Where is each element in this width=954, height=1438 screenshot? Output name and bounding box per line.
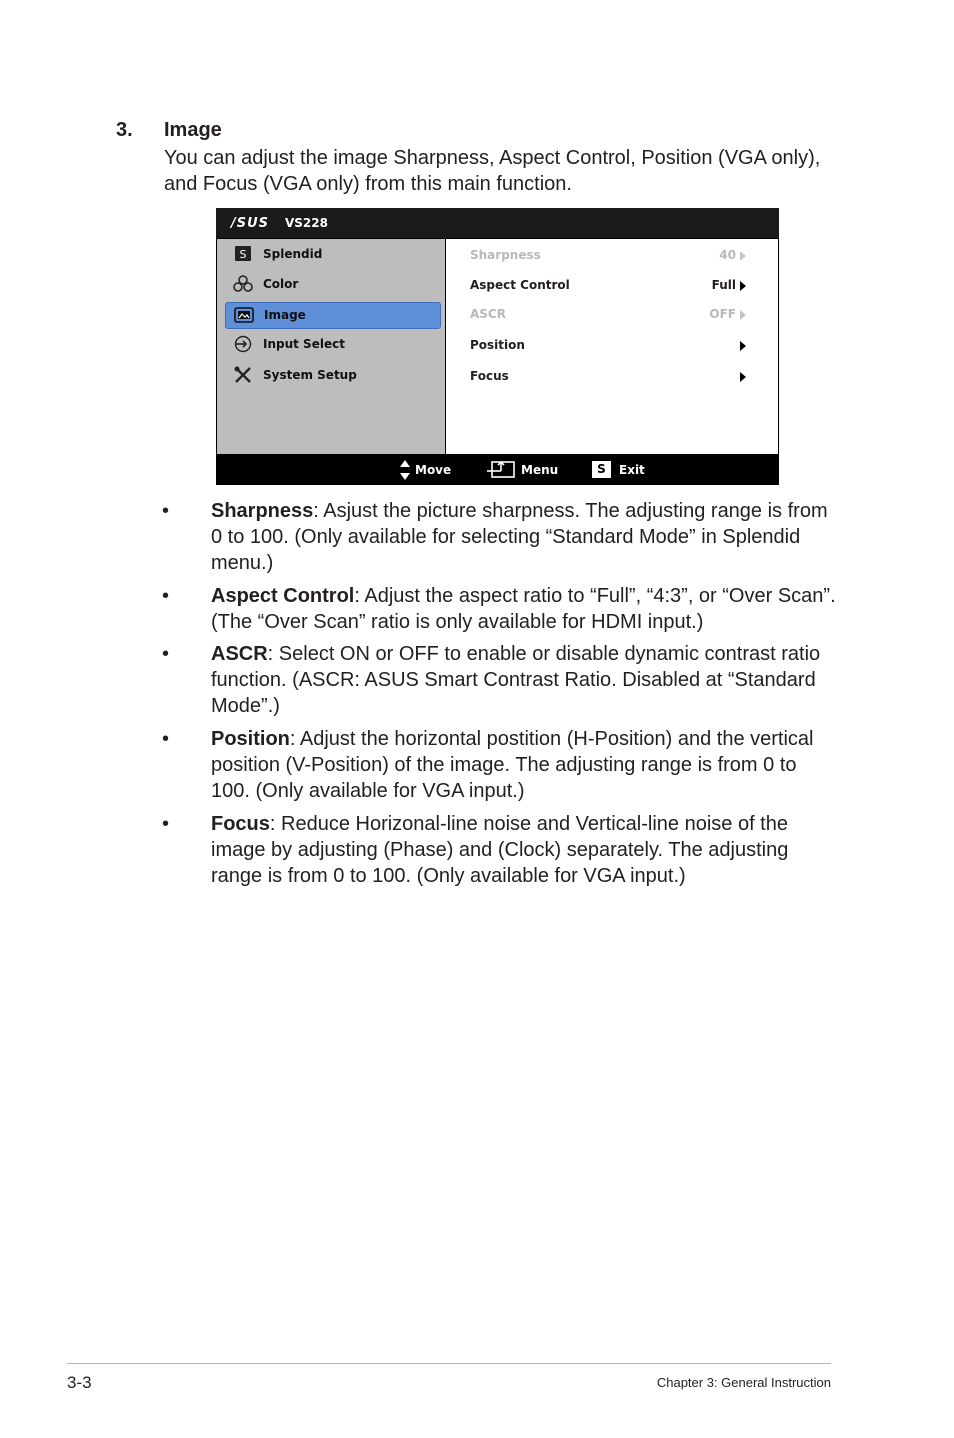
osd-footer	[216, 454, 779, 485]
image-icon	[234, 306, 254, 324]
bullet-text	[211, 498, 839, 576]
footer-divider	[67, 1363, 831, 1364]
arrow-right-icon	[740, 341, 746, 351]
bullet-dot: •	[162, 643, 170, 665]
menu-item-image[interactable]	[225, 302, 441, 329]
section-title: Image	[164, 119, 222, 141]
bullet-desc: : Select ON or OFF to enable or disable dynamic contrast ratio function. (ASCR: ASUS Smart Contrast Ratio. Disabled at “Standard Mode”.)	[211, 643, 821, 717]
footer-move-label: Move	[415, 463, 452, 477]
model-name: VS228	[285, 216, 328, 230]
splendid-icon	[233, 245, 253, 263]
asus-logo: /SUS	[231, 216, 270, 231]
input-select-icon	[233, 335, 253, 353]
arrow-right-icon	[740, 372, 746, 382]
option-position[interactable]	[470, 335, 762, 355]
footer-exit-label: Exit	[619, 463, 645, 477]
menu-item-label: System Setup	[263, 368, 357, 382]
option-value: OFF	[709, 307, 736, 321]
bullet-term: Sharpness	[211, 500, 314, 522]
menu-key-icon	[486, 461, 516, 479]
menu-item-color[interactable]	[225, 272, 439, 297]
option-label: Sharpness	[470, 248, 541, 262]
osd-main-menu	[217, 239, 445, 454]
menu-item-label: Splendid	[263, 247, 323, 261]
section-number: 3.	[116, 119, 133, 141]
bullet-dot: •	[162, 585, 170, 607]
bullet-term: Position	[211, 728, 290, 750]
chapter-label: Chapter 3: General Instruction	[656, 1375, 831, 1390]
menu-item-label: Color	[263, 277, 299, 291]
bullet-desc: : Asjust the picture sharpness. The adjusting range is from 0 to 100. (Only available for selecting “Standard Mode” in Splendid menu.)	[211, 500, 828, 574]
bullet-term: Aspect Control	[211, 585, 355, 607]
bullet-term: ASCR	[211, 643, 268, 665]
osd-submenu	[446, 239, 778, 454]
option-value: 40	[719, 248, 736, 262]
menu-item-system-setup[interactable]	[225, 363, 439, 388]
arrow-right-icon	[740, 281, 746, 291]
option-value: Full	[711, 278, 736, 292]
menu-item-splendid[interactable]	[225, 242, 439, 267]
bullet-text	[211, 583, 839, 635]
footer-menu-label: Menu	[521, 463, 559, 477]
page-number: 3-3	[67, 1373, 92, 1392]
osd-header	[216, 208, 779, 238]
bullet-text	[211, 641, 839, 719]
arrow-right-icon	[740, 251, 746, 261]
option-label: Focus	[470, 369, 509, 383]
option-ascr[interactable]	[470, 304, 762, 324]
bullet-text	[211, 726, 839, 804]
bullet-dot: •	[162, 728, 170, 750]
bullet-dot: •	[162, 500, 170, 522]
menu-item-label: Image	[264, 308, 306, 322]
option-label: Aspect Control	[470, 278, 570, 292]
arrow-right-icon	[740, 310, 746, 320]
menu-item-input-select[interactable]	[225, 332, 439, 357]
option-sharpness[interactable]	[470, 245, 762, 265]
exit-key-icon: S	[592, 461, 611, 478]
bullet-term: Focus	[211, 813, 270, 835]
bullet-desc: : Adjust the aspect ratio to “Full”, “4:3”, or “Over Scan”. (The “Over Scan” ratio is only available for HDMI input.)	[211, 585, 836, 633]
option-label: ASCR	[470, 307, 506, 321]
bullet-desc: : Adjust the horizontal postition (H-Position) and the vertical position (V-Position) of the image. The adjusting range is from 0 to 100. (Only available for VGA input.)	[211, 728, 814, 802]
section-intro: You can adjust the image Sharpness, Aspect Control, Position (VGA only), and Focus (VGA only) from this main function.	[164, 147, 821, 195]
option-focus[interactable]	[470, 366, 762, 386]
bullet-text	[211, 811, 839, 889]
option-label: Position	[470, 338, 525, 352]
menu-item-label: Input Select	[263, 337, 345, 351]
svg-text:S: S	[239, 248, 247, 261]
up-down-arrow-icon	[399, 459, 411, 481]
osd-menu-screenshot	[216, 208, 779, 485]
bullet-desc: : Reduce Horizonal-line noise and Vertical-line noise of the image by adjusting (Phase) and (Clock) separately. The adjusting range is from 0 to 100. (Only available for VGA input.)	[211, 813, 789, 887]
bullet-dot: •	[162, 813, 170, 835]
option-aspect-control[interactable]	[470, 275, 762, 295]
color-icon	[233, 275, 253, 293]
system-setup-icon	[233, 366, 253, 384]
